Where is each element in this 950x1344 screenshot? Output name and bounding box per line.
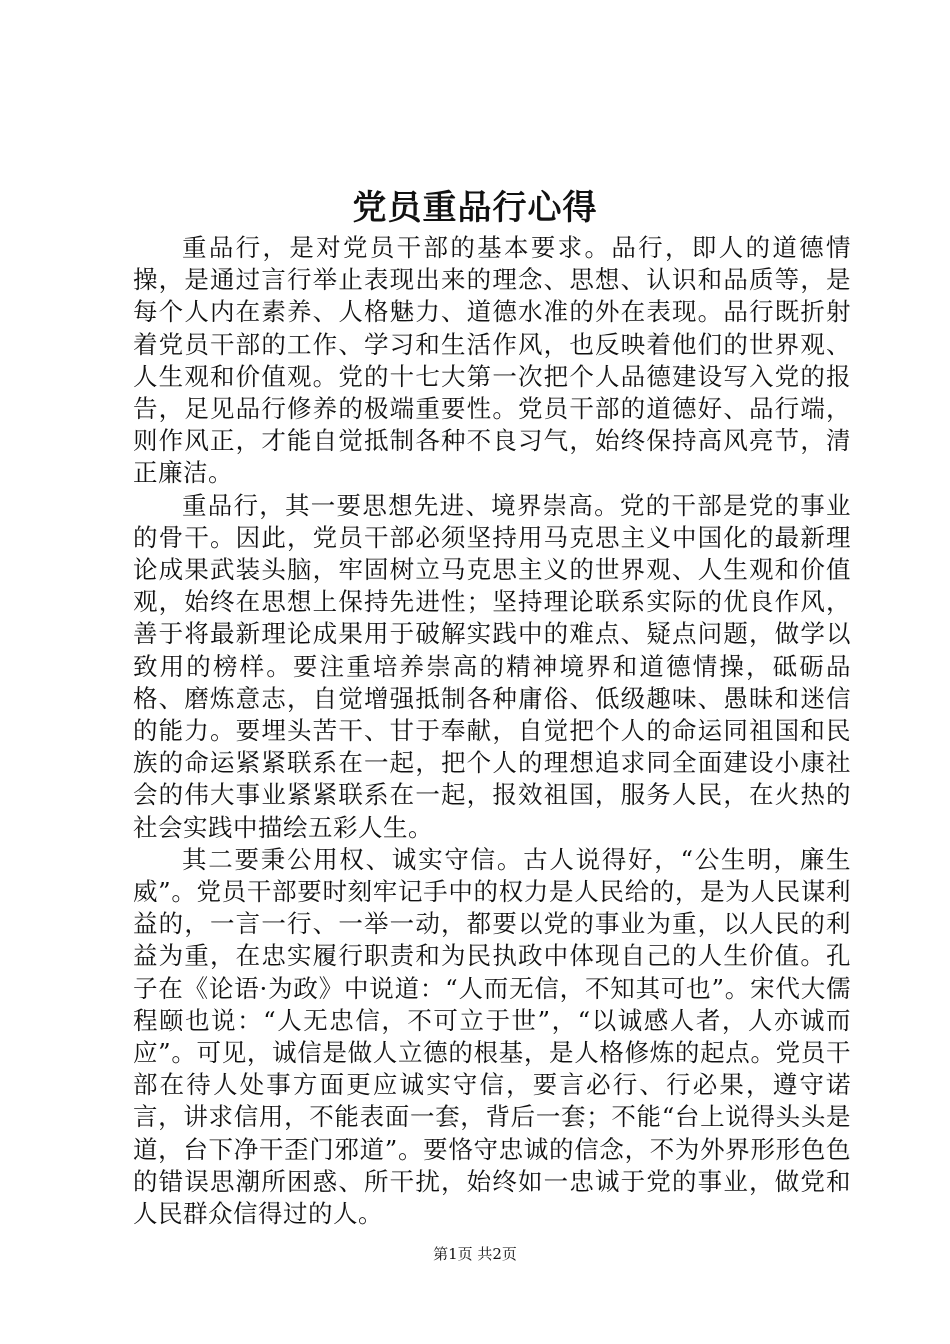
paragraph-3: 其二要秉公用权、诚实守信。古人说得好，“公生明，廉生威”。党员干部要时刻牢记手中的权力是人民给的，是为人民谋利益的，一言一行、一举一动，都要以党的事业为重，以人民的利益为重，在忠实履行职责和为民执政中体现自己的人生价值。孔子在《论语·为政》中说道：“人而无信，不知其可也”。宋代大儒程颐也说：“人无忠信，不可立于世”，“以诚感人者，人亦诚而应”。可见，诚信是做人立德的根基，是人格修炼的起点。党员干部在待人处事方面更应诚实守信，要言必行、行必果，遵守诺言，讲求信用，不能表面一套，背后一套；不能“台上说得头头是道，台下净干歪门邪道”。要恪守忠诚的信念，不为外界形形色色的错误思潮所困惑、所干扰，始终如一忠诚于党的事业，做党和人民群众信得过的人。 — [133, 844, 851, 1229]
paragraph-1: 重品行，是对党员干部的基本要求。品行，即人的道德情操，是通过言行举止表现出来的理念、思想、认识和品质等，是每个人内在素养、人格魅力、道德水准的外在表现。品行既折射着党员干部的工作、学习和生活作风，也反映着他们的世界观、人生观和价值观。党的十七大第一次把个人品德建设写入党的报告，足见品行修养的极端重要性。党员干部的道德好、品行端，则作风正，才能自觉抵制各种不良习气，始终保持高风亮节，清正廉洁。 — [133, 233, 851, 488]
paragraph-2: 重品行，其一要思想先进、境界崇高。党的干部是党的事业的骨干。因此，党员干部必须坚持用马克思主义中国化的最新理论成果武装头脑，牢固树立马克思主义的世界观、人生观和价值观，始终在思想上保持先进性；坚持理论联系实际的优良作风，善于将最新理论成果用于破解实践中的难点、疑点问题，做学以致用的榜样。要注重培养崇高的精神境界和道德情操，砥砺品格、磨炼意志，自觉增强抵制各种庸俗、低级趣味、愚昧和迷信的能力。要埋头苦干、甘于奉献，自觉把个人的命运同祖国和民族的命运紧紧联系在一起，把个人的理想追求同全面建设小康社会的伟大事业紧紧联系在一起，报效祖国，服务人民，在火热的社会实践中描绘五彩人生。 — [133, 490, 851, 842]
document-body — [133, 232, 851, 1230]
page-number-footer: 第1页 共2页 — [433, 1245, 517, 1263]
document-title: 党员重品行心得 — [352, 188, 598, 228]
